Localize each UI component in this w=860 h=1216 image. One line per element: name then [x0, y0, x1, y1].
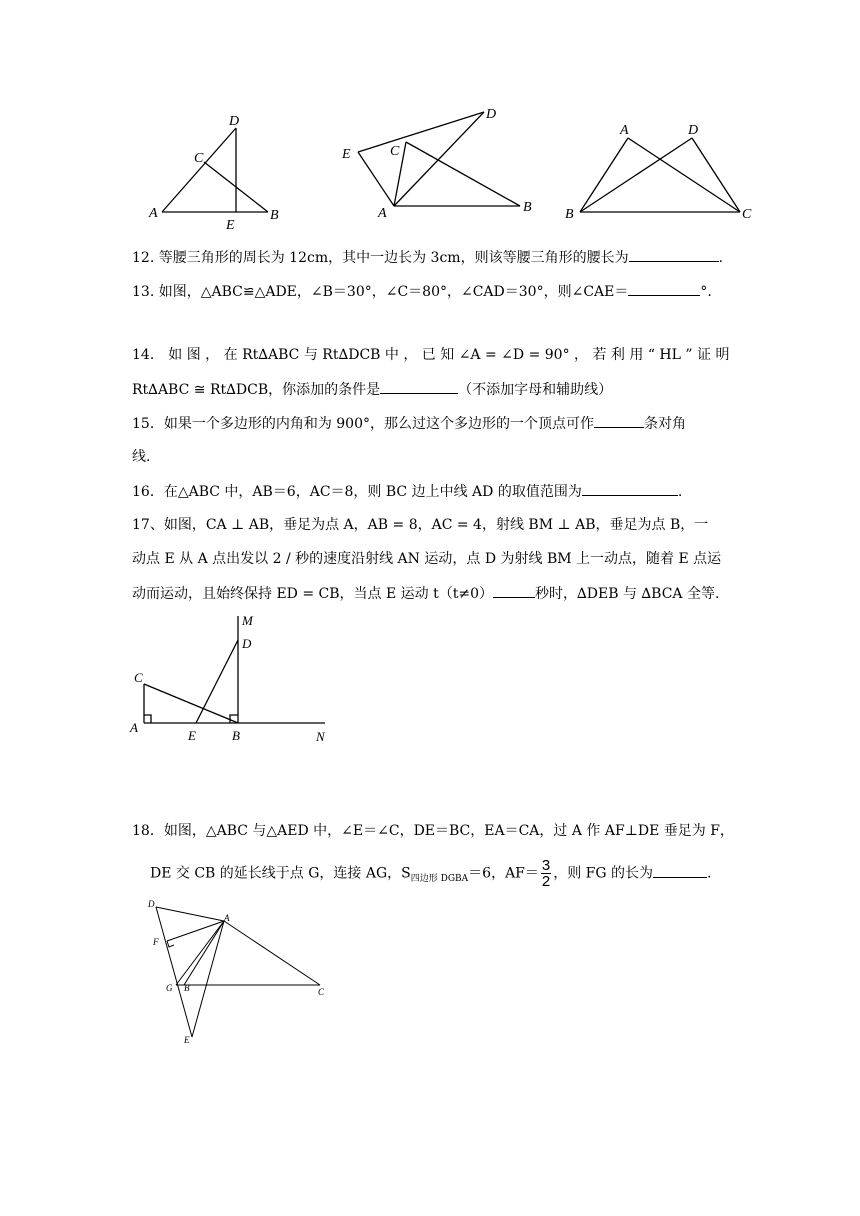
fig2-label-d: D — [486, 107, 497, 122]
q14-line2a: Rt∆ABC ≅ Rt∆DCB，你添加的条件是 — [132, 382, 381, 398]
q18-line1: 18．如图，△ABC 与△AED 中，∠E＝∠C，DE＝BC，EA＝CA，过 A 作 AF⊥DE 垂足为 F， — [132, 823, 734, 839]
q13-text: 13. 如图，△ABC≌△ADE，∠B＝30°，∠C＝80°，∠CAD＝30°，则∠CAE＝ — [132, 284, 629, 300]
q17-label-c: C — [134, 670, 143, 685]
q17-label-n: N — [316, 729, 325, 744]
question-16 — [132, 481, 682, 502]
q14-line2b: （不添加字母和辅助线） — [458, 382, 613, 398]
question-18-line-1 — [132, 821, 734, 841]
q12-text: 12. 等腰三角形的周长为 12cm，其中一边长为 3cm，则该等腰三角形的腰长为 — [132, 250, 629, 266]
q15-line2: 线. — [132, 449, 151, 465]
question-13 — [132, 281, 712, 302]
fig3-label-a: A — [620, 123, 629, 138]
q18-label-a: A — [224, 913, 230, 923]
fig3-label-b: B — [565, 207, 574, 222]
q18-answer-blank[interactable] — [653, 863, 707, 878]
q16-answer-blank[interactable] — [582, 481, 678, 496]
fig1-label-e: E — [226, 218, 235, 233]
q15-line1a: 15．如果一个多边形的内角和为 900°，那么过这个多边形的一个顶点可作 — [132, 416, 594, 432]
q17-label-e: E — [188, 728, 196, 743]
question-14-line-1 — [132, 345, 729, 365]
q18-frac-den: 2 — [541, 873, 551, 890]
q18-label-c: C — [318, 987, 325, 997]
q18-label-d: D — [148, 899, 155, 909]
q17-figure — [120, 610, 340, 750]
question-17-line-2 — [132, 549, 721, 569]
q17-label-a: A — [130, 720, 138, 735]
q14-line1: 14． 如 图 ， 在 Rt∆ABC 与 Rt∆DCB 中 ， 已 知 ∠A = ∠D = 90° ， 若 利 用 “ HL ” 证 明 — [132, 347, 730, 363]
fig1-label-a: A — [149, 206, 158, 221]
q18-figure — [140, 895, 340, 1055]
figure-2 — [358, 112, 520, 206]
q18-fraction — [541, 858, 551, 889]
fig2-label-c: C — [390, 144, 400, 159]
figure-1 — [162, 128, 268, 212]
figure-3 — [580, 138, 740, 212]
fig3-label-d: D — [688, 123, 699, 138]
q17-line1: 17、如图，CA ⊥ AB，垂足为点 A，AB = 8，AC = 4，射线 BM ⊥ AB，垂足为点 B，一 — [132, 517, 709, 533]
question-18-line-2 — [150, 858, 712, 889]
fig3-label-c: C — [742, 207, 752, 222]
q17-label-b: B — [232, 728, 240, 743]
q13-answer-blank[interactable] — [628, 281, 700, 296]
fig1-label-b: B — [270, 208, 279, 223]
q18-label-g: G — [166, 983, 173, 993]
question-15-line-2 — [132, 447, 150, 467]
fig2-label-b: B — [523, 200, 532, 215]
q12-answer-blank[interactable] — [629, 247, 719, 262]
q17-line3b: 秒时，∆DEB 与 ∆BCA 全等. — [534, 586, 720, 602]
q18-label-e: E — [184, 1035, 190, 1045]
q17-line3a: 动而运动，且始终保持 ED = CB，当点 E 运动 t（t≠0） — [132, 586, 493, 602]
q17-answer-blank[interactable] — [493, 583, 535, 598]
q17-line2: 动点 E 从 A 点出发以 2 / 秒的速度沿射线 AN 运动，点 D 为射线 BM 上一动点，随着 E 点运 — [132, 551, 722, 567]
q17-label-m: M — [242, 613, 253, 628]
q18-subscript: 四边形 DGBA — [410, 873, 469, 884]
q17-label-d: D — [242, 636, 252, 651]
q18-line2b: ＝6，AF＝ — [468, 865, 539, 882]
fig2-label-e: E — [342, 147, 351, 162]
question-15-line-1 — [132, 413, 686, 434]
top-figures — [0, 100, 860, 240]
question-17-line-1 — [132, 515, 708, 535]
question-17-line-3 — [132, 583, 719, 604]
question-14-line-2 — [132, 379, 612, 400]
q18-label-b: B — [184, 983, 190, 993]
q16-text: 16．在△ABC 中，AB＝6，AC＝8，则 BC 边上中线 AD 的取值范围为 — [132, 484, 582, 500]
q16-end: . — [677, 484, 683, 500]
fig2-label-a: A — [378, 206, 387, 221]
q15-line1b: 条对角 — [644, 416, 686, 432]
q15-answer-blank[interactable] — [594, 413, 644, 428]
q14-answer-blank[interactable] — [380, 379, 458, 394]
fig1-label-d: D — [229, 114, 240, 129]
q18-frac-num: 3 — [541, 857, 551, 874]
q13-end: °. — [700, 284, 712, 300]
fig1-label-c: C — [194, 151, 204, 166]
q18-line2a: DE 交 CB 的延长线于点 G，连接 AG，S — [150, 865, 411, 882]
q18-end: . — [707, 865, 712, 882]
q12-end: . — [718, 250, 724, 266]
q18-line2c: ，则 FG 的长为 — [553, 865, 654, 882]
q18-label-f: F — [153, 937, 159, 947]
question-12 — [132, 247, 723, 268]
